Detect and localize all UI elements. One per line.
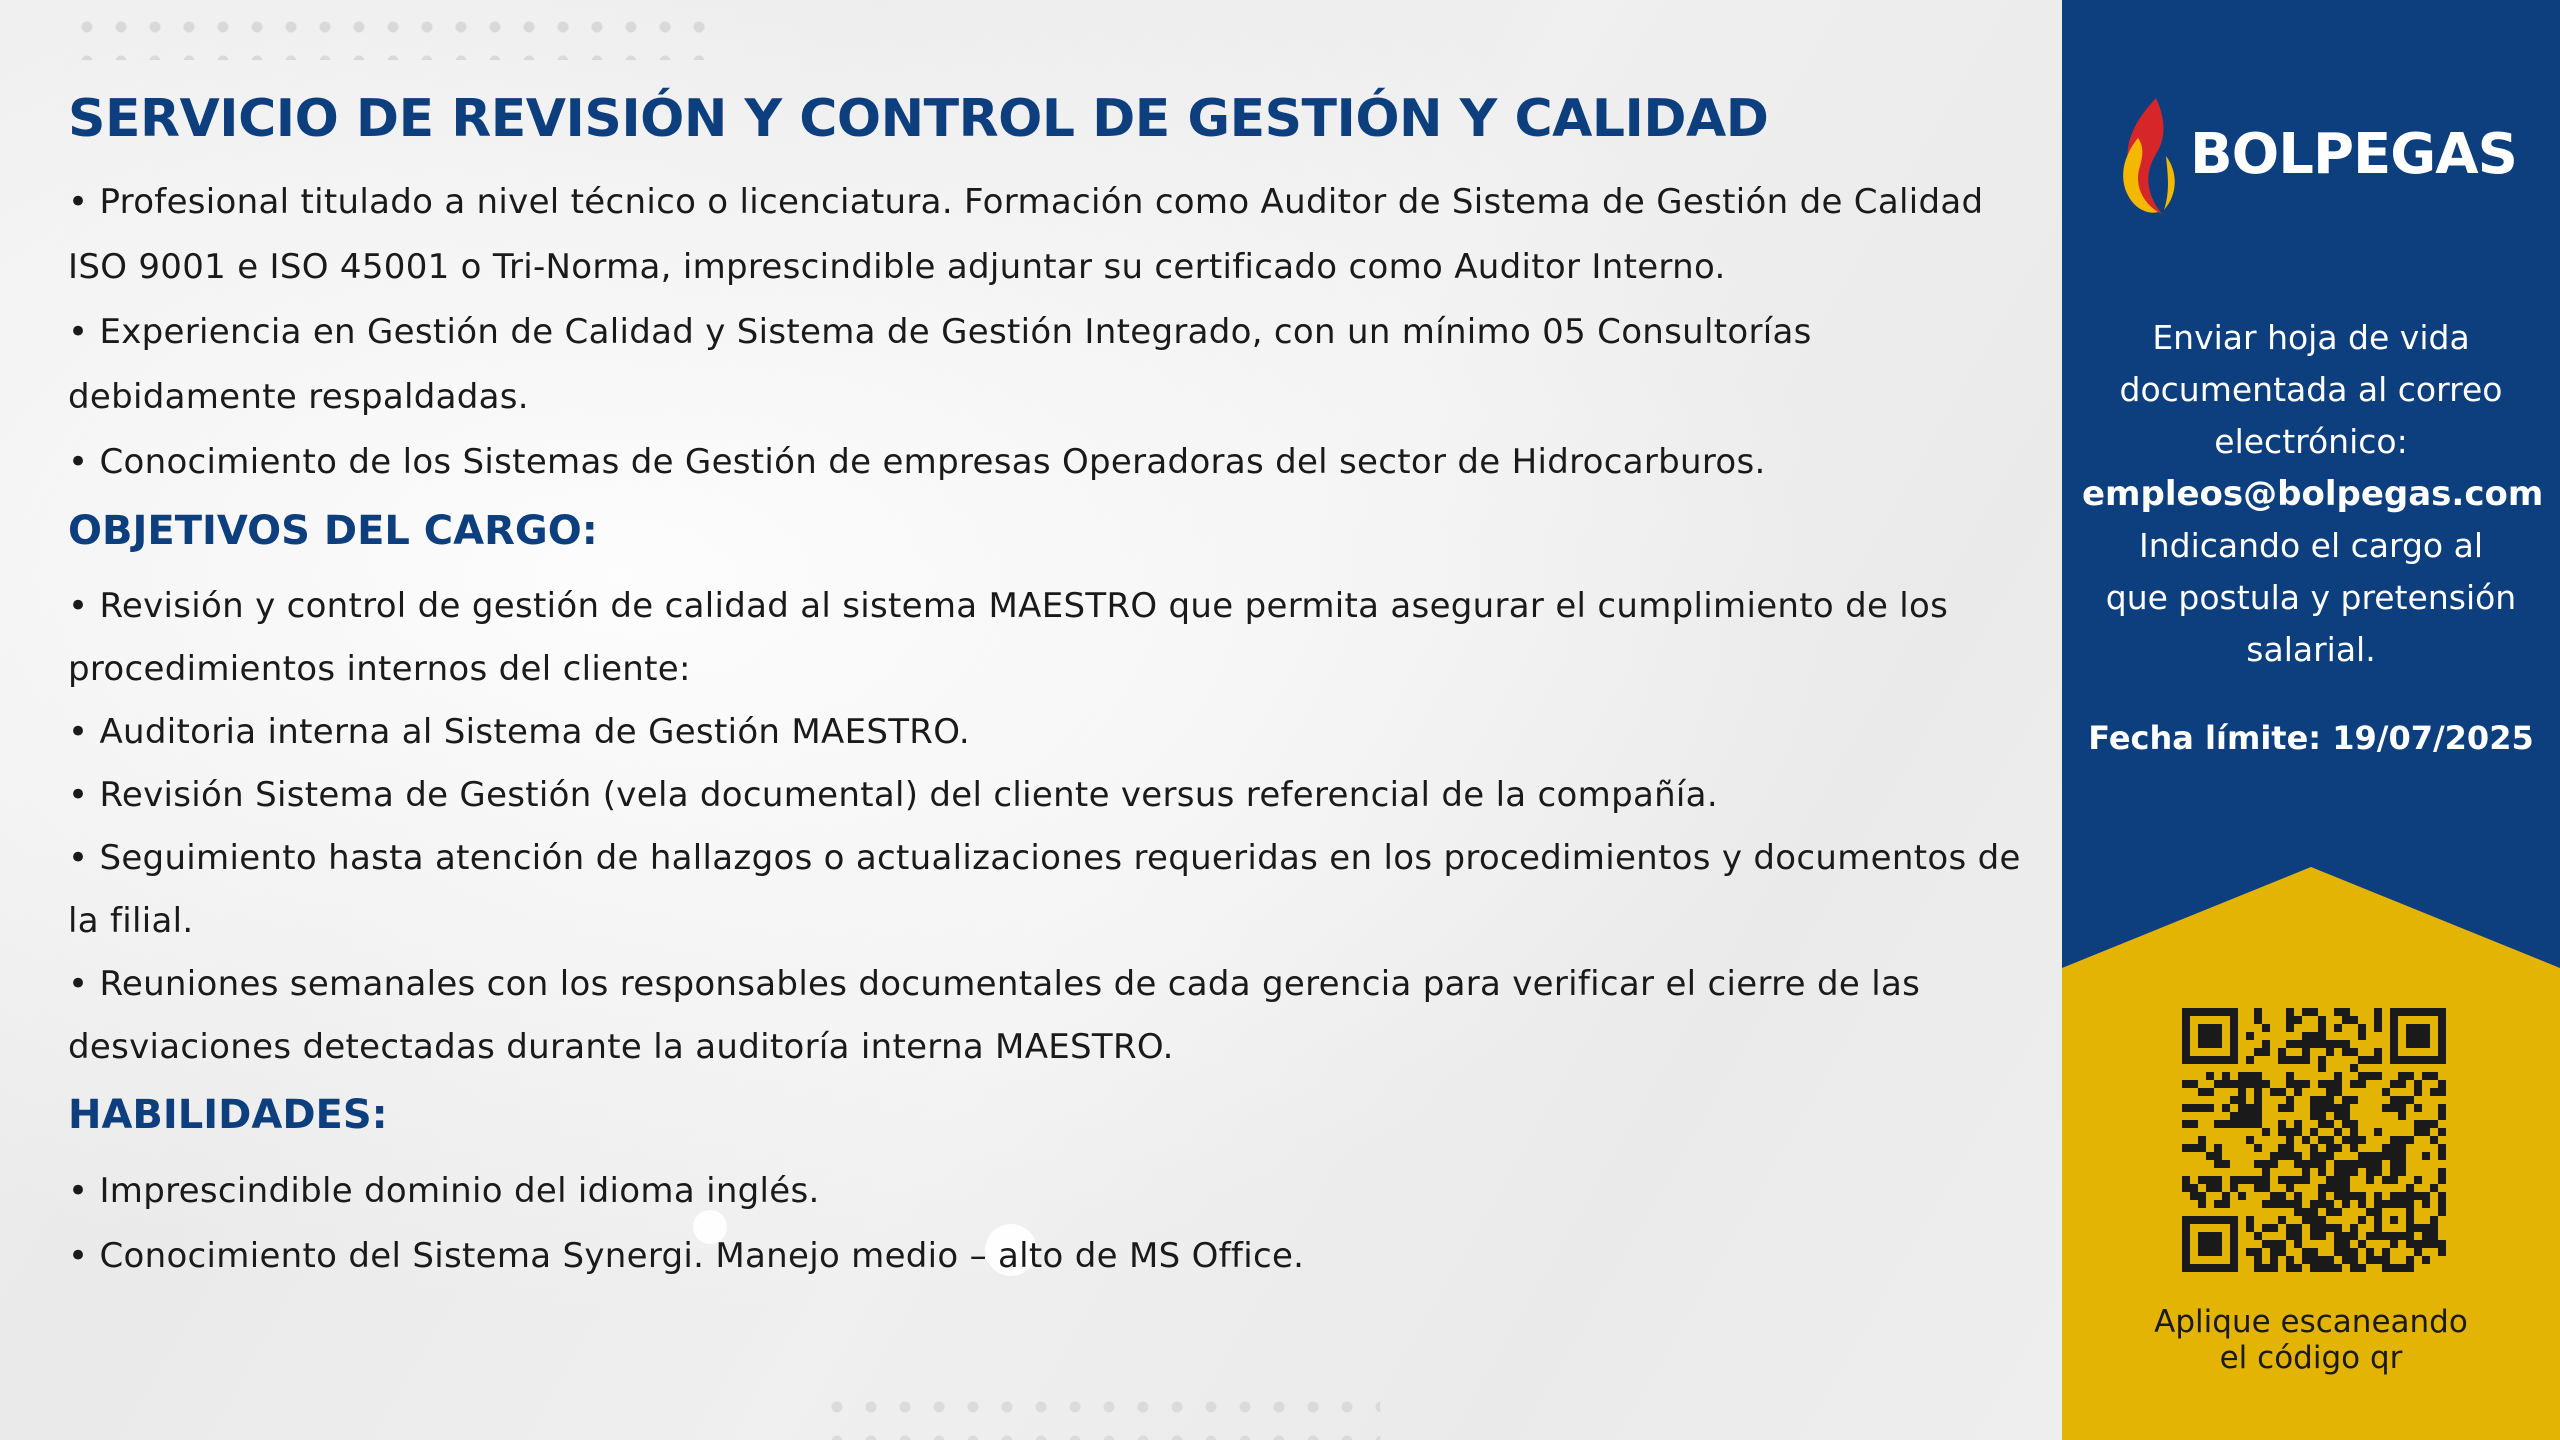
objectives-heading: OBJETIVOS DEL CARGO: (68, 508, 598, 554)
page-title: SERVICIO DE REVISIÓN Y CONTROL DE GESTIÓN Y CALIDAD (68, 89, 1769, 149)
decorative-dots-top (70, 10, 710, 60)
flame-icon (2116, 94, 2182, 216)
contact-line: documentada al correo (2119, 370, 2503, 409)
apply-line: Aplique escaneando (2154, 1304, 2468, 1340)
skills-heading: HABILIDADES: (68, 1092, 388, 1138)
objective-item: • Revisión Sistema de Gestión (vela documental) del cliente versus referencial de la compañía. (68, 775, 1718, 815)
skill-item: • Conocimiento del Sistema Synergi. Manejo medio – alto de MS Office. (68, 1236, 1305, 1276)
objective-item: • Revisión y control de gestión de calidad al sistema MAESTRO que permita asegurar el cumplimiento de los procedimientos internos del cliente: (68, 586, 1949, 689)
apply-instructions (2082, 1304, 2540, 1376)
instruction-line: salarial. (2246, 630, 2376, 669)
requirement-item: • Experiencia en Gestión de Calidad y Sistema de Gestión Integrado, con un mínimo 05 Consultorías debidamente respaldadas. (68, 312, 1812, 417)
brand-logo (2116, 92, 2536, 217)
job-description (68, 82, 2028, 1289)
instruction-line: que postula y pretensión (2105, 578, 2517, 617)
email-link[interactable]: empleos@bolpegas.com (2082, 474, 2544, 514)
objective-item: • Auditoria interna al Sistema de Gestión MAESTRO. (68, 712, 971, 752)
apply-line: el código qr (2219, 1340, 2403, 1376)
decorative-dots-bottom (820, 1390, 1380, 1440)
contact-line: electrónico: (2214, 422, 2408, 461)
contact-line: Enviar hoja de vida (2152, 318, 2470, 357)
deadline: Fecha límite: 19/07/2025 (2088, 719, 2534, 757)
skill-item: • Imprescindible dominio del idioma inglés. (68, 1171, 820, 1211)
qr-code-icon[interactable] (2182, 1008, 2446, 1272)
contact-info (2082, 312, 2544, 676)
requirement-item: • Conocimiento de los Sistemas de Gestión de empresas Operadoras del sector de Hidrocarburos. (68, 442, 1766, 482)
sidebar (2062, 0, 2560, 1440)
objective-item: • Reuniones semanales con los responsables documentales de cada gerencia para verificar el cierre de las desviaciones detectadas durante la auditoría interna MAESTRO. (68, 964, 1921, 1067)
logo-text: BOLPEGAS (2190, 122, 2517, 187)
objective-item: • Seguimiento hasta atención de hallazgos o actualizaciones requeridas en los procedimientos y documentos de la filial. (68, 838, 2021, 941)
instruction-line: Indicando el cargo al (2138, 526, 2483, 565)
requirement-item: • Profesional titulado a nivel técnico o licenciatura. Formación como Auditor de Sistema de Gestión de Calidad ISO 9001 e ISO 45001 o Tri-Norma, imprescindible adjuntar su certificado como Auditor Interno. (68, 182, 1984, 287)
